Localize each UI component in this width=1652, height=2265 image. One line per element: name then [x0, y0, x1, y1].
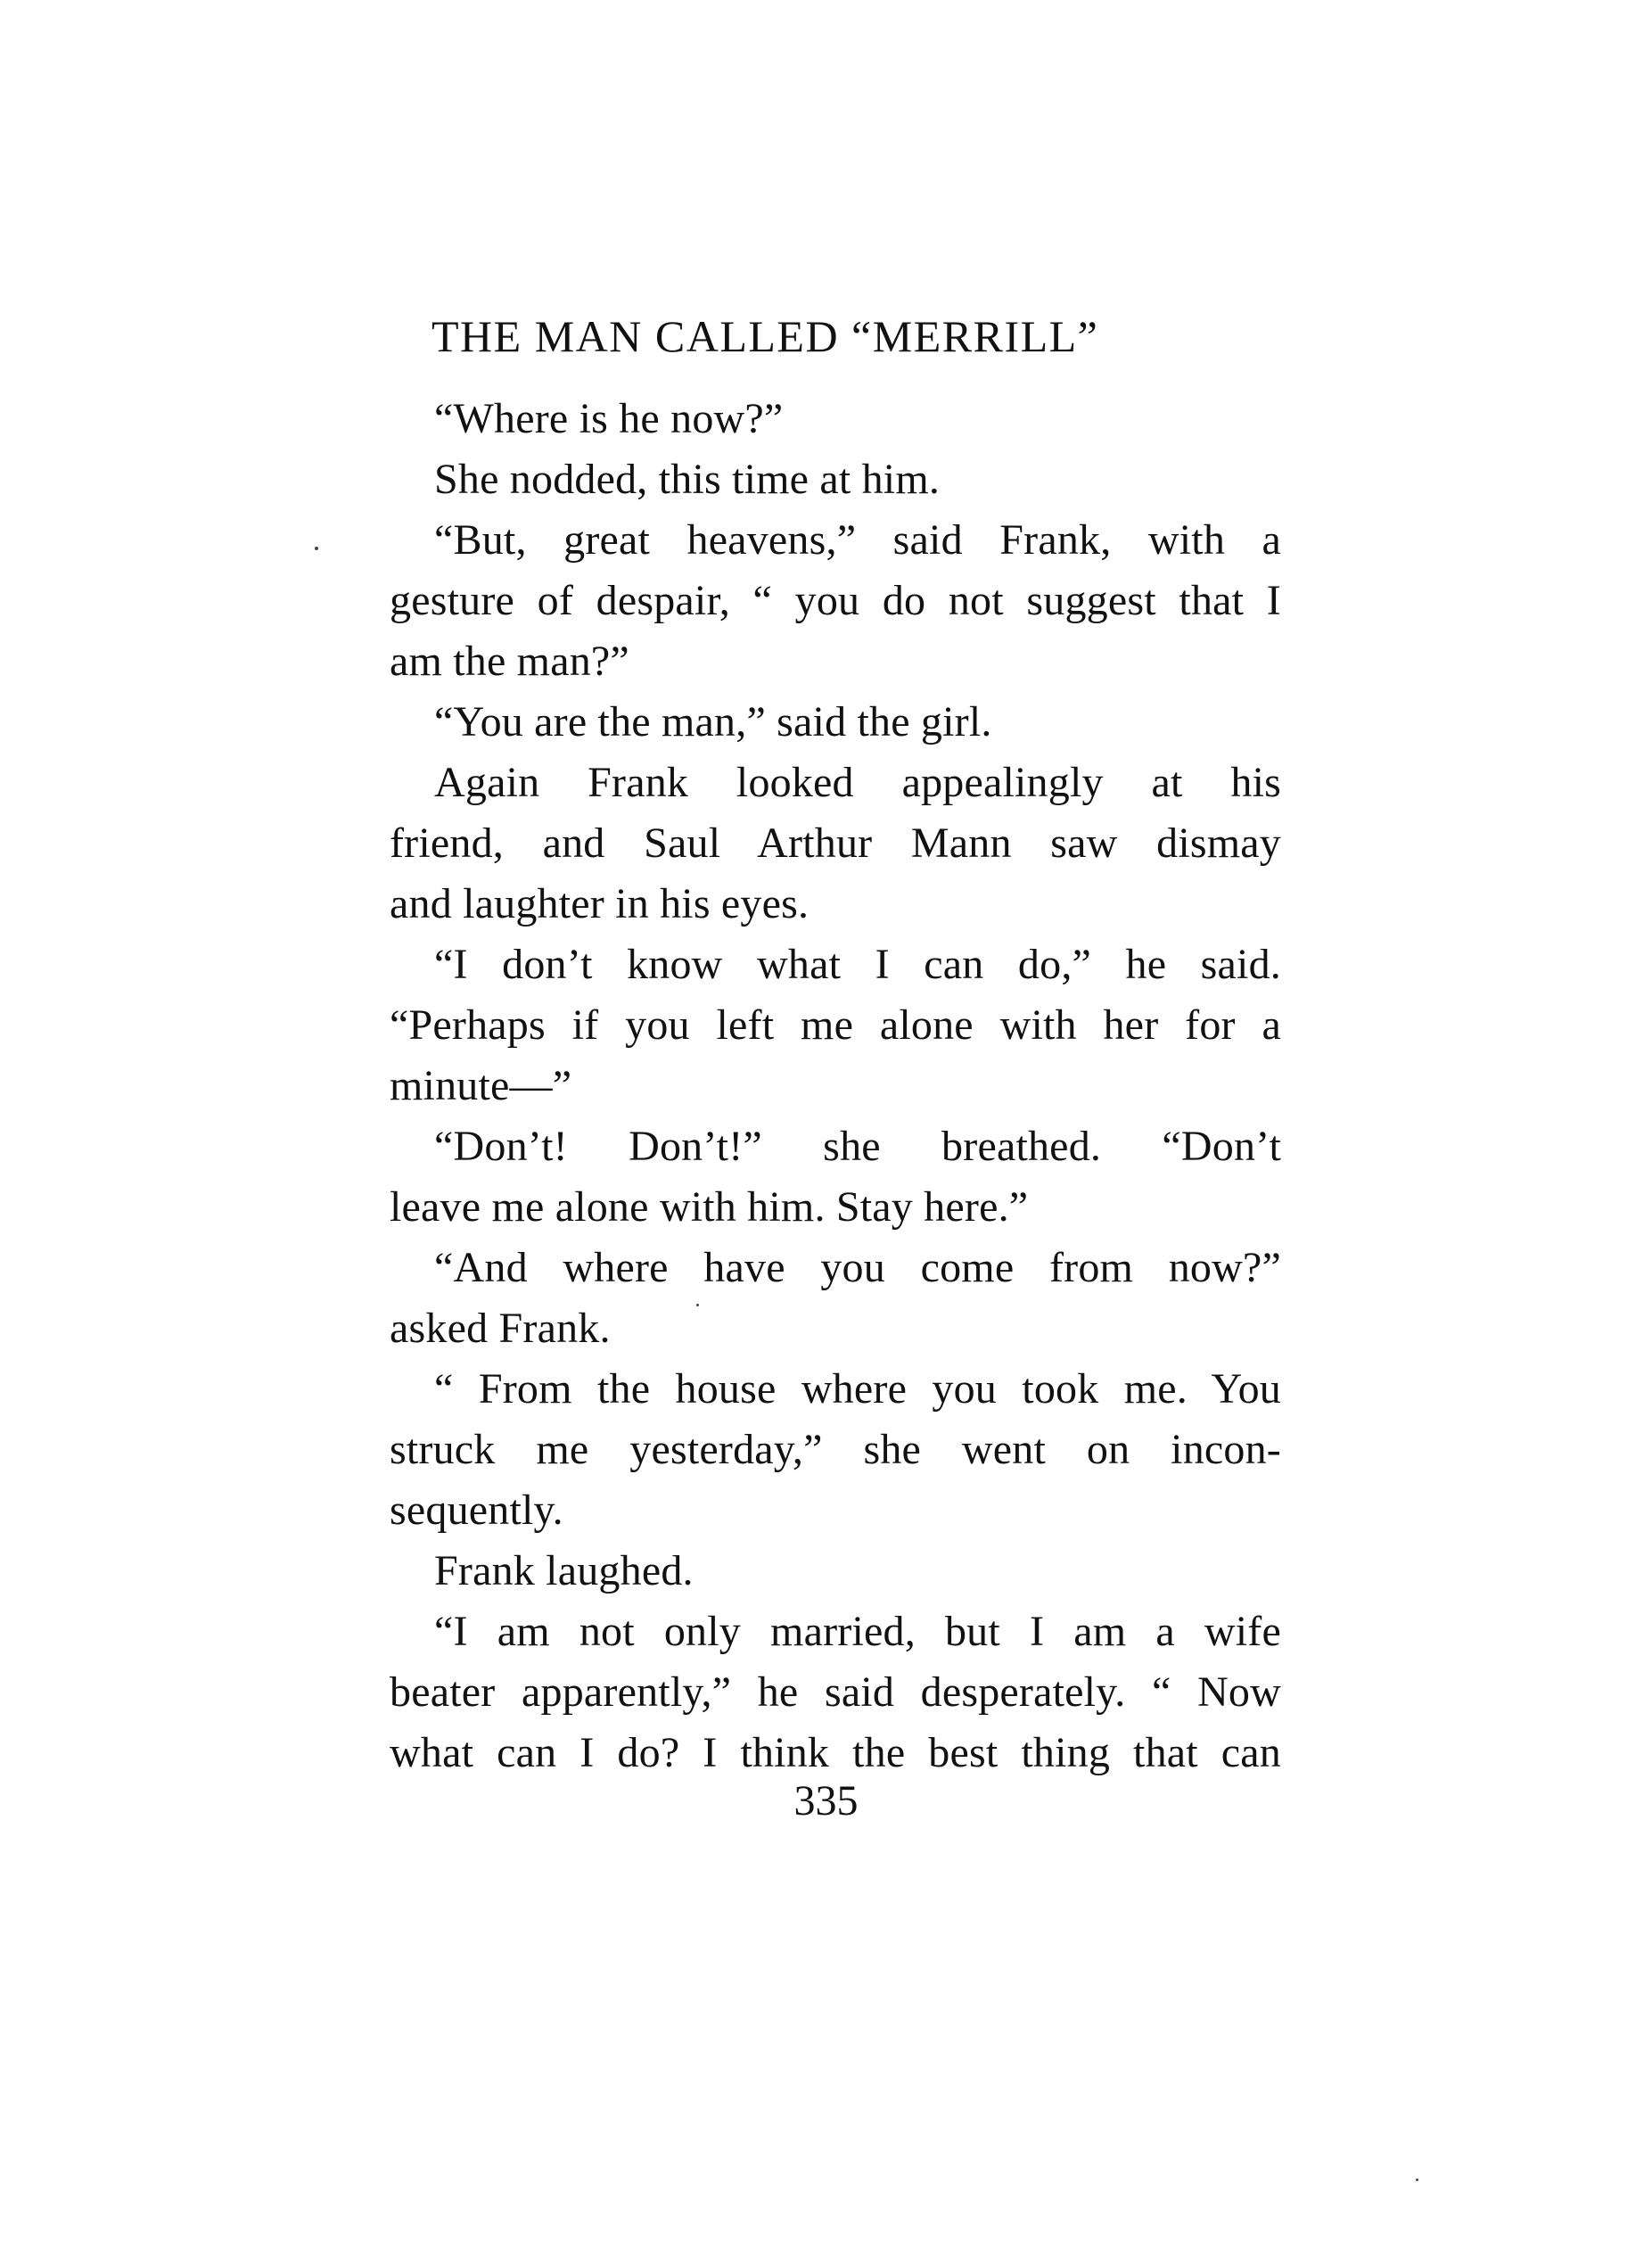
text-line: “I am not only married, but I am a wife [434, 1608, 1281, 1655]
text-line: am the man?” [390, 638, 629, 685]
text-line: She nodded, this time at him. [434, 456, 941, 503]
text-line: “You are the man,” said the girl. [434, 698, 992, 745]
text-line: Again Frank looked appealingly at his [434, 759, 1281, 806]
text-line: “Where is he now?” [434, 395, 784, 442]
text-line: friend, and Saul Arthur Mann saw dismay [390, 820, 1281, 867]
text-line: Frank laughed. [434, 1547, 694, 1594]
scan-speck [315, 547, 318, 550]
text-line: “ From the house where you took me. You [434, 1365, 1281, 1413]
text-line: minute—” [390, 1062, 572, 1109]
running-head: THE MAN CALLED “MERRILL” [431, 311, 1099, 361]
text-line: “I don’t know what I can do,” he said. [434, 941, 1281, 988]
text-line: leave me alone with him. Stay here.” [390, 1183, 1029, 1231]
text-line: struck me yesterday,” she went on incon- [390, 1426, 1281, 1473]
scan-speck [696, 1304, 699, 1306]
text-line: “And where have you come from now?” [434, 1244, 1281, 1291]
text-line: “Don’t! Don’t!” she breathed. “Don’t [434, 1123, 1281, 1170]
text-line: beater apparently,” he said desperately. “ Now [390, 1668, 1281, 1716]
text-line: “Perhaps if you left me alone with her for a [390, 1001, 1281, 1049]
scan-speck [1416, 2179, 1418, 2181]
text-line: “But, great heavens,” said Frank, with a [434, 516, 1281, 564]
text-line: what can I do? I think the best thing that can [390, 1729, 1281, 1776]
page-number: 335 [793, 1777, 859, 1824]
text-line: asked Frank. [390, 1305, 611, 1352]
text-line: sequently. [390, 1487, 563, 1534]
text-line: gesture of despair, “ you do not suggest that I [390, 577, 1281, 624]
text-line: and laughter in his eyes. [390, 880, 810, 927]
